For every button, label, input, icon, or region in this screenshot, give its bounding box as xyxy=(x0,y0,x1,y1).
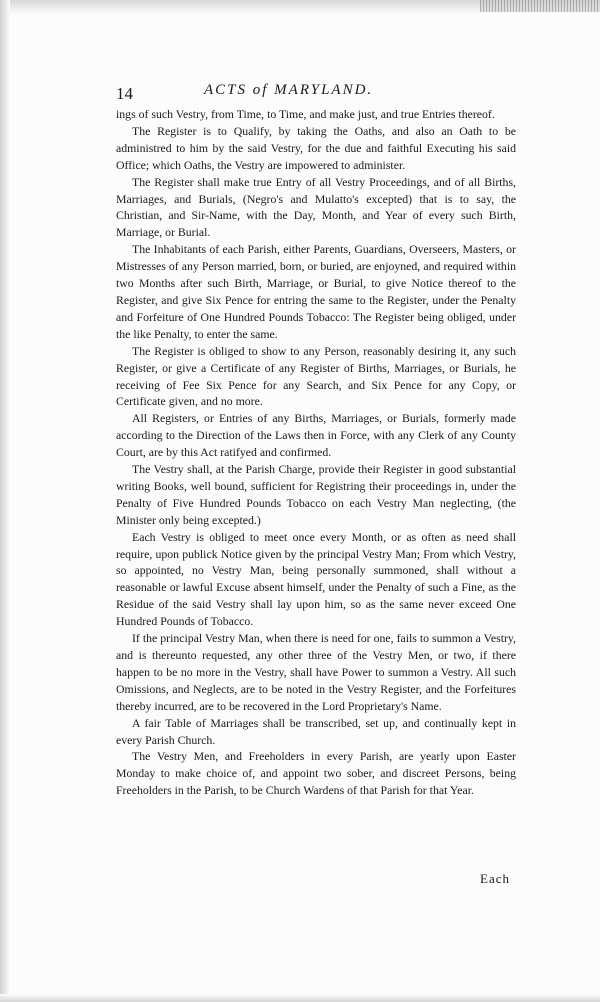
body-text xyxy=(116,106,516,799)
paragraph: A fair Table of Marriages shall be transcribed, set up, and continually kept in every Parish Church. xyxy=(116,715,516,747)
paragraph: The Inhabitants of each Parish, either Parents, Guardians, Overseers, Masters, or Mistresses of any Person married, born, or buried, are enjoyned, and required within two Months after such Birth, Marriage, or Burial, to give Notice thereof to the Register, and give Six Pence for entring the same to the Register, under the Penalty and Forfeiture of One Hundred Pounds Tobacco: The Register being obliged, under the like Penalty, to enter the same. xyxy=(116,242,516,341)
paragraph: ings of such Vestry, from Time, to Time, and make just, and true Entries thereof. xyxy=(116,107,495,121)
scan-edge-bottom xyxy=(0,994,600,1002)
running-title: ACTS of MARYLAND. xyxy=(204,82,374,98)
paragraph: Each Vestry is obliged to meet once every Month, or as often as need shall require, upon publick Notice given by the principal Vestry Man; From which Vestry, so appointed, no Vestry Man, being personally summoned, shall without a reasonable or lawful Excuse absent himself, under the Penalty of such a Fine, as the Residue of the said Vestry shall lay upon him, so as the same never exceed One Hundred Pounds of Tobacco. xyxy=(116,529,516,629)
paragraph: The Register is obliged to show to any Person, reasonably desiring it, any such Register, or give a Certificate of any Register of Births, Marriages, or Burials, he receiving of Fee Six Pence for any Search, and Six Pence for any Copy, or Certificate given, and no more. xyxy=(116,343,516,409)
paragraph: The Vestry Men, and Freeholders in every Parish, are yearly upon Easter Monday to make choice of, and appoint two sober, and discreet Persons, being Freeholders in the Parish, to be Church Wardens of that Parish for that Year. xyxy=(116,749,516,798)
paragraph: The Register is to Qualify, by taking the Oaths, and also an Oath to be administred to him by the said Vestry, for the due and faithful Executing his said Office; which Oaths, the Vestry are impowered to administer. xyxy=(116,123,516,172)
page-header xyxy=(116,80,526,102)
scan-edge-left xyxy=(0,0,10,1002)
catchword: Each xyxy=(480,871,510,886)
page-number: 14 xyxy=(116,84,133,103)
paragraph: If the principal Vestry Man, when there is need for one, fails to summon a Vestry, and is thereunto requested, any other three of the Vestry Men, or two, if there happen to be no more in the Vestry, shall have Power to summon a Vestry. All such Omissions, and Neglects, are to be noted in the Vestry Register, and the Forfeitures thereby incurred, are to be recovered in the Lord Proprietary's Name. xyxy=(116,631,516,713)
scan-artifact-corner xyxy=(480,0,600,12)
paragraph: The Vestry shall, at the Parish Charge, provide their Register in good substantial writing Books, well bound, sufficient for Registring their proceedings in, under the Penalty of Five Hundred Pounds Tobacco on each Vestry Man neglecting, (the Minister only being excepted.) xyxy=(116,462,516,527)
paragraph: All Registers, or Entries of any Births, Marriages, or Burials, formerly made according to the Direction of the Laws then in Force, with any Clerk of any County Court, are by this Act ratifyed and confirmed. xyxy=(116,411,516,460)
paragraph: The Register shall make true Entry of all Vestry Proceedings, and of all Births, Marriages, and Burials, (Negro's and Mulatto's excepted) that is to say, the Christian, and Sir-Name, with the Day, Month, and Year of every such Birth, Marriage, or Burial. xyxy=(116,174,516,240)
